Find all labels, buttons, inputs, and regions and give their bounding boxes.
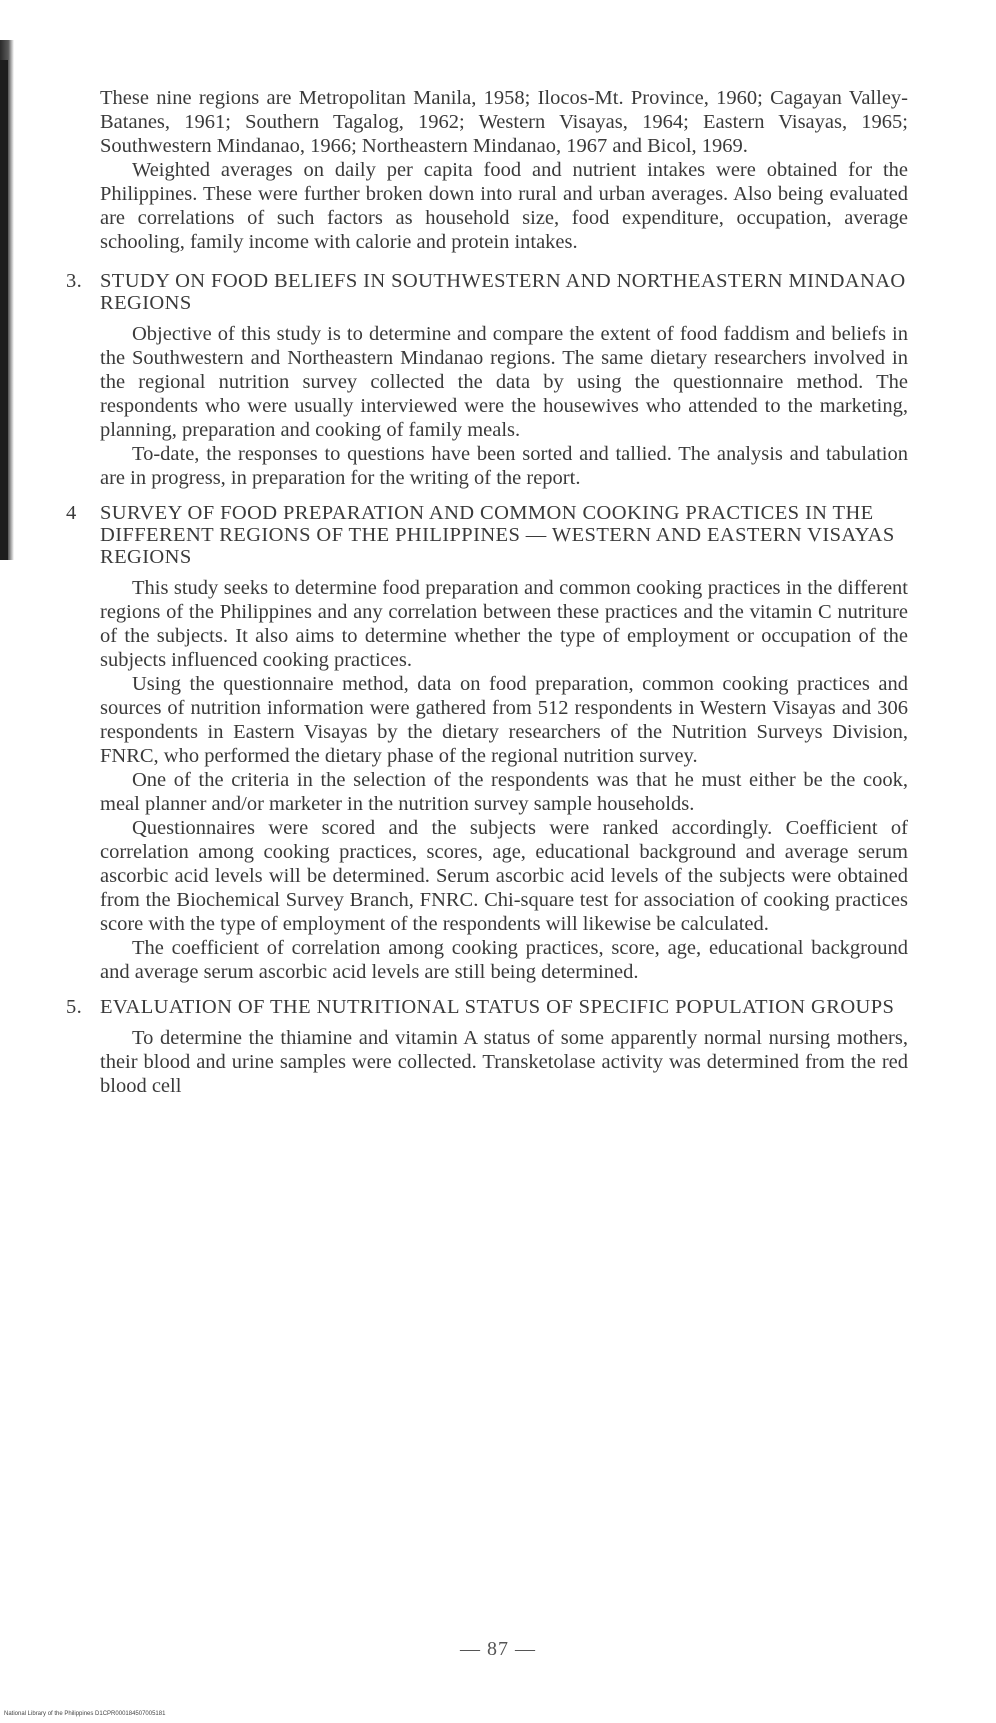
section-5-heading <box>66 996 908 1018</box>
library-footer: National Library of the Philippines D1CPR000184507005181 <box>4 1711 166 1717</box>
section-3-number: 3. <box>66 270 83 292</box>
section-4-paragraph-4: Questionnaires were scored and the subjects were ranked accordingly. Coefficient of correlation among cooking practices, scores, age, educational background and average serum ascorbic acid levels will be determined. Serum ascorbic acid levels of the subjects were obtained from the Biochemical Survey Branch, FNRC. Chi-square test for association of cooking practices score with the type of employment of the respondents will likewise be calculated. <box>100 817 908 935</box>
section-3-heading <box>66 270 908 314</box>
section-5-paragraph-1: To determine the thiamine and vitamin A status of some apparently normal nursing mothers, their blood and urine samples were collected. Transketolase activity was determined from the red blood cell <box>100 1027 908 1097</box>
section-4 <box>66 502 908 984</box>
intro-paragraph-2: Weighted averages on daily per capita food and nutrient intakes were obtained for the Philippines. These were further broken down into rural and urban averages. Also being evaluated are correlations of such factors as household size, food expenditure, occupation, average schooling, family income with calorie and protein intakes. <box>100 159 908 253</box>
section-3-paragraph-2: To-date, the responses to questions have been sorted and tallied. The analysis and tabulation are in progress, in preparation for the writing of the report. <box>100 443 908 489</box>
section-4-heading <box>66 502 908 568</box>
section-5 <box>66 996 908 1098</box>
section-4-paragraph-1: This study seeks to determine food preparation and common cooking practices in the different regions of the Philippines and any correlation between these practices and the vitamin C nutriture of the subjects. It also aims to determine whether the type of employment or occupation of the subjects influenced cooking practices. <box>100 577 908 671</box>
intro-paragraph-1: These nine regions are Metropolitan Manila, 1958; Ilocos-Mt. Province, 1960; Cagayan Valley-Batanes, 1961; Southern Tagalog, 1962; Western Visayas, 1964; Eastern Visayas, 1965; Southwestern Mindanao, 1966; Northeastern Mindanao, 1967 and Bicol, 1969. <box>100 87 908 157</box>
section-4-number: 4 <box>66 502 77 524</box>
binding-edge <box>0 60 8 560</box>
section-5-title: EVALUATION OF THE NUTRITIONAL STATUS OF SPECIFIC POPULATION GROUPS <box>100 996 895 1018</box>
section-4-paragraph-5: The coefficient of correlation among cooking practices, score, age, educational background and average serum ascorbic acid levels are still being determined. <box>100 937 908 983</box>
section-3-title: STUDY ON FOOD BELIEFS IN SOUTHWESTERN AND NORTHEASTERN MINDANAO REGIONS <box>100 270 906 314</box>
section-4-title: SURVEY OF FOOD PREPARATION AND COMMON COOKING PRACTICES IN THE DIFFERENT REGIONS OF THE PHILIPPINES — WESTERN AND EASTERN VISAYAS REGIONS <box>100 502 895 568</box>
section-4-paragraph-2: Using the questionnaire method, data on food preparation, common cooking practices and sources of nutrition information were gathered from 512 respondents in Western Visayas and 306 respondents in Eastern Visayas by the dietary researchers of the Nutrition Surveys Division, FNRC, who performed the dietary phase of the regional nutrition survey. <box>100 673 908 767</box>
section-3-paragraph-1: Objective of this study is to determine and compare the extent of food faddism and beliefs in the Southwestern and Northeastern Mindanao regions. The same dietary researchers involved in the regional nutrition survey collected the data by using the questionnaire method. The respondents who were usually interviewed were the housewives who attended to the marketing, planning, preparation and cooking of family meals. <box>100 323 908 441</box>
page-number: — 87 — <box>460 1638 536 1660</box>
page-body <box>66 86 908 1098</box>
section-3 <box>66 270 908 490</box>
section-4-paragraph-3: One of the criteria in the selection of the respondents was that he must either be the cook, meal planner and/or marketer in the nutrition survey sample households. <box>100 769 908 815</box>
section-5-number: 5. <box>66 996 83 1018</box>
